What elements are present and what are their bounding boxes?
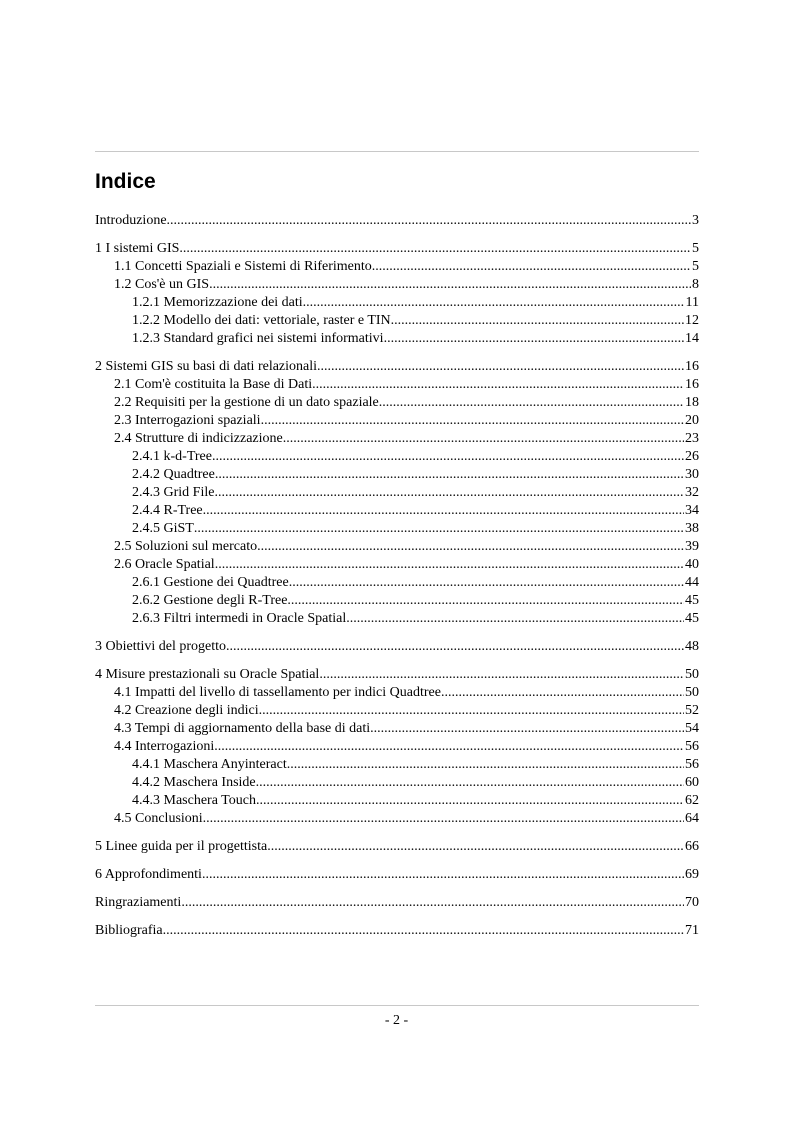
toc-entry-title: 2.4.2 Quadtree xyxy=(132,467,215,482)
toc-entry[interactable] xyxy=(95,838,699,856)
toc-entry-page: 50 xyxy=(685,685,699,700)
toc-entry-page: 3 xyxy=(692,213,699,228)
toc-entry-page: 69 xyxy=(685,867,699,882)
toc-entry-page: 40 xyxy=(685,557,699,572)
toc-entry-title: 2.1 Com'è costituita la Base di Dati xyxy=(114,377,313,392)
footer-rule xyxy=(95,1005,699,1006)
toc-entry-page: 66 xyxy=(685,839,699,854)
toc-leader-dots xyxy=(259,702,684,720)
toc-entry[interactable] xyxy=(95,538,699,556)
toc-entry-page: 11 xyxy=(685,295,699,310)
toc-leader-dots xyxy=(202,866,684,884)
toc-entry-title: Ringraziamenti xyxy=(95,895,182,910)
toc-leader-dots xyxy=(312,376,684,394)
toc-leader-dots xyxy=(167,212,691,230)
toc-entry-title: 1.2.2 Modello dei dati: vettoriale, raster e TIN xyxy=(132,313,391,328)
toc-entry-page: 18 xyxy=(685,395,699,410)
toc-entry-page: 56 xyxy=(685,739,699,754)
toc-entry-title: 4 Misure prestazionali su Oracle Spatial xyxy=(95,667,320,682)
toc-entry-title: 2.6 Oracle Spatial xyxy=(114,557,215,572)
toc-entry-page: 64 xyxy=(685,811,699,826)
toc-entry-title: 2.6.2 Gestione degli R-Tree xyxy=(132,593,288,608)
toc-entry-page: 12 xyxy=(685,313,699,328)
toc-entry-page: 8 xyxy=(692,277,699,292)
toc-entry[interactable] xyxy=(95,466,699,484)
toc-entry-page: 32 xyxy=(685,485,699,500)
toc-entry-page: 56 xyxy=(685,757,699,772)
toc-entry[interactable] xyxy=(95,866,699,884)
toc-entry-title: 6 Approfondimenti xyxy=(95,867,202,882)
toc-entry[interactable] xyxy=(95,684,699,702)
toc-entry[interactable] xyxy=(95,574,699,592)
toc-entry-page: 16 xyxy=(685,359,699,374)
toc-entry[interactable] xyxy=(95,430,699,448)
toc-entry-page: 30 xyxy=(685,467,699,482)
toc-leader-dots xyxy=(283,430,684,448)
toc-entry-title: 1.2.1 Memorizzazione dei dati xyxy=(132,295,303,310)
toc-entry-title: 2.3 Interrogazioni spaziali xyxy=(114,413,261,428)
toc-leader-dots xyxy=(194,520,684,538)
toc-entry-page: 44 xyxy=(685,575,699,590)
toc-entry-title: 1 I sistemi GIS xyxy=(95,241,180,256)
toc-entry[interactable] xyxy=(95,792,699,810)
toc-entry-title: Bibliografia xyxy=(95,923,163,938)
toc-entry[interactable] xyxy=(95,666,699,684)
toc-leader-dots xyxy=(203,810,684,828)
toc-leader-dots xyxy=(203,502,684,520)
toc-entry[interactable] xyxy=(95,702,699,720)
toc-leader-dots xyxy=(215,556,684,574)
toc-entry-page: 14 xyxy=(685,331,699,346)
toc-entry-page: 34 xyxy=(685,503,699,518)
toc-entry-page: 50 xyxy=(685,667,699,682)
toc-entry-page: 5 xyxy=(692,259,699,274)
toc-entry-title: 2.4.5 GiST xyxy=(132,521,194,536)
toc-entry-page: 16 xyxy=(685,377,699,392)
toc-entry-title: 2.5 Soluzioni sul mercato xyxy=(114,539,258,554)
toc-entry-title: 2 Sistemi GIS su basi di dati relazionali xyxy=(95,359,318,374)
toc-entry-title: 2.6.3 Filtri intermedi in Oracle Spatial xyxy=(132,611,347,626)
toc-entry[interactable] xyxy=(95,502,699,520)
toc-entry-title: 3 Obiettivi del progetto xyxy=(95,639,227,654)
toc-entry-page: 71 xyxy=(685,923,699,938)
toc-leader-dots xyxy=(214,484,684,502)
table-of-contents xyxy=(95,212,699,940)
toc-leader-dots xyxy=(441,684,684,702)
toc-leader-dots xyxy=(257,538,684,556)
toc-entry-page: 62 xyxy=(685,793,699,808)
toc-entry-title: 4.4.1 Maschera Anyinteract xyxy=(132,757,287,772)
toc-entry-title: 1.2 Cos'è un GIS xyxy=(114,277,210,292)
toc-leader-dots xyxy=(209,276,691,294)
toc-entry-title: Introduzione xyxy=(95,213,167,228)
toc-entry-title: 4.3 Tempi di aggiornamento della base di dati xyxy=(114,721,371,736)
toc-entry-title: 4.4.3 Maschera Touch xyxy=(132,793,256,808)
toc-entry-title: 4.4 Interrogazioni xyxy=(114,739,215,754)
page-title: Indice xyxy=(95,170,156,193)
toc-leader-dots xyxy=(215,466,684,484)
toc-entry[interactable] xyxy=(95,448,699,466)
toc-leader-dots xyxy=(287,756,684,774)
toc-entry-title: 2.2 Requisiti per la gestione di un dato spaziale xyxy=(114,395,379,410)
toc-entry-page: 45 xyxy=(685,593,699,608)
toc-entry-page: 70 xyxy=(685,895,699,910)
toc-leader-dots xyxy=(317,358,684,376)
toc-entry[interactable] xyxy=(95,484,699,502)
toc-leader-dots xyxy=(319,666,684,684)
toc-leader-dots xyxy=(303,294,685,312)
header-rule xyxy=(95,151,699,152)
toc-entry-title: 2.6.1 Gestione dei Quadtree xyxy=(132,575,289,590)
toc-entry[interactable] xyxy=(95,412,699,430)
toc-entry-page: 38 xyxy=(685,521,699,536)
toc-entry[interactable] xyxy=(95,638,699,656)
toc-leader-dots xyxy=(179,240,691,258)
toc-leader-dots xyxy=(261,412,684,430)
toc-entry[interactable] xyxy=(95,894,699,912)
toc-entry[interactable] xyxy=(95,330,699,348)
toc-entry-page: 20 xyxy=(685,413,699,428)
toc-entry-title: 5 Linee guida per il progettista xyxy=(95,839,268,854)
toc-entry-page: 39 xyxy=(685,539,699,554)
toc-entry-title: 2.4.1 k-d-Tree xyxy=(132,449,212,464)
toc-entry-title: 2.4 Strutture di indicizzazione xyxy=(114,431,283,446)
toc-entry-page: 23 xyxy=(685,431,699,446)
toc-leader-dots xyxy=(214,738,684,756)
toc-entry[interactable] xyxy=(95,394,699,412)
toc-entry[interactable] xyxy=(95,592,699,610)
toc-entry-title: 1.2.3 Standard grafici nei sistemi informativi xyxy=(132,331,384,346)
toc-leader-dots xyxy=(379,394,684,412)
toc-entry[interactable] xyxy=(95,738,699,756)
toc-entry[interactable] xyxy=(95,810,699,828)
toc-entry[interactable] xyxy=(95,294,699,312)
toc-leader-dots xyxy=(346,610,684,628)
toc-entry-title: 4.5 Conclusioni xyxy=(114,811,203,826)
toc-leader-dots xyxy=(256,792,684,810)
toc-entry[interactable] xyxy=(95,520,699,538)
toc-entry[interactable] xyxy=(95,212,699,230)
toc-entry[interactable] xyxy=(95,774,699,792)
toc-entry-page: 52 xyxy=(685,703,699,718)
toc-entry[interactable] xyxy=(95,358,699,376)
toc-entry[interactable] xyxy=(95,720,699,738)
toc-entry[interactable] xyxy=(95,240,699,258)
toc-leader-dots xyxy=(181,894,684,912)
toc-entry-title: 1.1 Concetti Spaziali e Sistemi di Riferimento xyxy=(114,259,372,274)
toc-entry[interactable] xyxy=(95,756,699,774)
toc-leader-dots xyxy=(212,448,684,466)
toc-entry-title: 2.4.3 Grid File xyxy=(132,485,215,500)
toc-entry-page: 26 xyxy=(685,449,699,464)
toc-entry[interactable] xyxy=(95,276,699,294)
toc-entry[interactable] xyxy=(95,610,699,628)
toc-entry-title: 4.1 Impatti del livello di tassellamento per indici Quadtree xyxy=(114,685,441,700)
toc-entry-title: 2.4.4 R-Tree xyxy=(132,503,203,518)
toc-entry[interactable] xyxy=(95,556,699,574)
toc-entry-page: 45 xyxy=(685,611,699,626)
toc-leader-dots xyxy=(384,330,684,348)
toc-entry[interactable] xyxy=(95,258,699,276)
toc-leader-dots xyxy=(287,592,684,610)
toc-entry-title: 4.2 Creazione degli indici xyxy=(114,703,259,718)
toc-entry[interactable] xyxy=(95,922,699,940)
toc-entry[interactable] xyxy=(95,312,699,330)
toc-leader-dots xyxy=(256,774,684,792)
toc-entry-page: 5 xyxy=(692,241,699,256)
toc-leader-dots xyxy=(372,258,691,276)
toc-entry[interactable] xyxy=(95,376,699,394)
toc-entry-page: 54 xyxy=(685,721,699,736)
toc-leader-dots xyxy=(289,574,684,592)
toc-entry-title: 4.4.2 Maschera Inside xyxy=(132,775,256,790)
toc-leader-dots xyxy=(267,838,684,856)
toc-leader-dots xyxy=(226,638,684,656)
toc-entry-page: 48 xyxy=(685,639,699,654)
toc-leader-dots xyxy=(391,312,684,330)
toc-leader-dots xyxy=(163,922,684,940)
page-number: - 2 - xyxy=(384,1013,409,1028)
toc-leader-dots xyxy=(370,720,684,738)
toc-entry-page: 60 xyxy=(685,775,699,790)
